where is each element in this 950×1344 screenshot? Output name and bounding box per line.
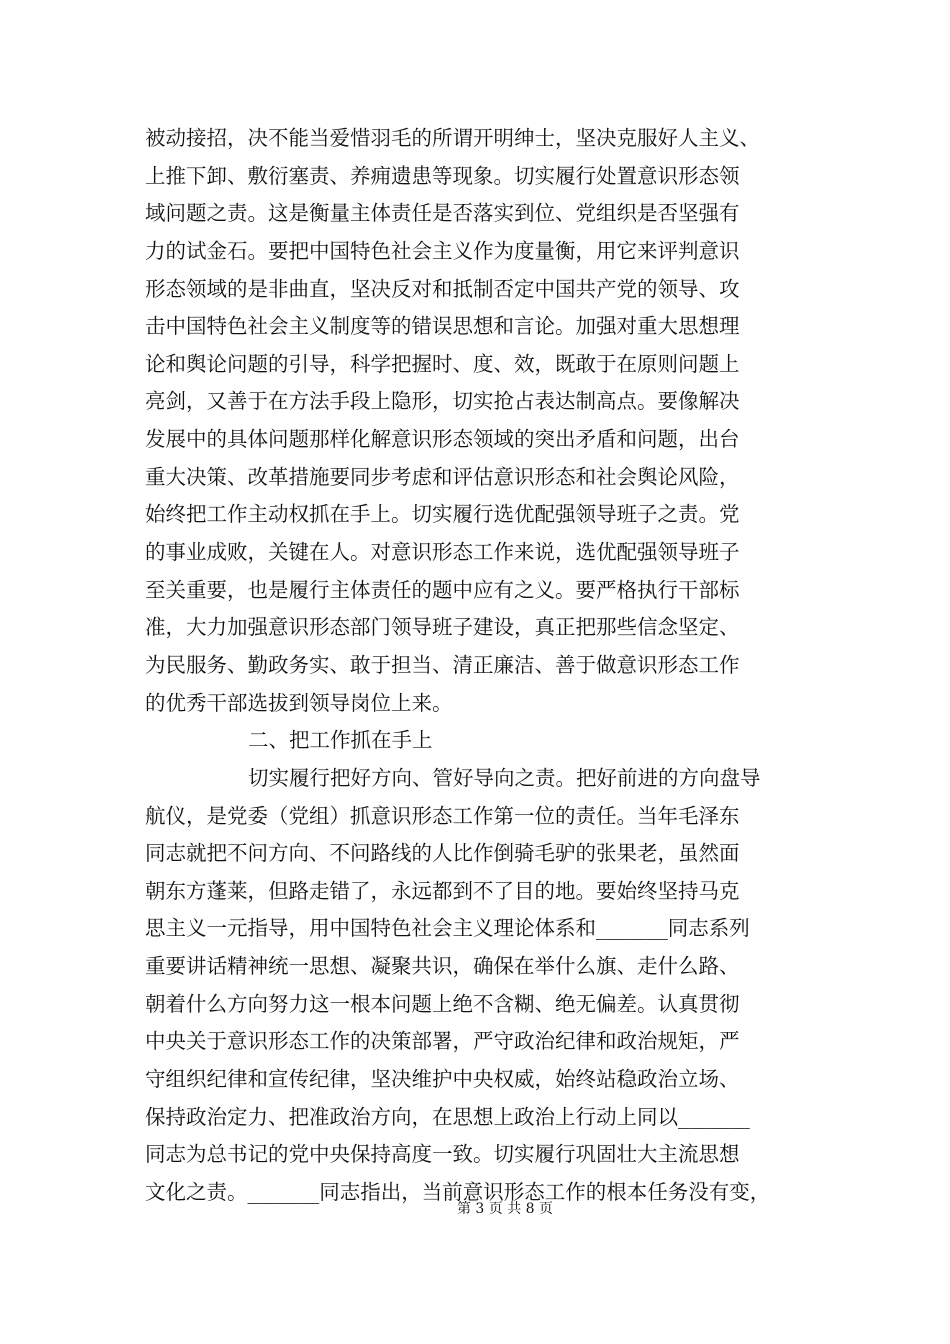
- text-line: 准，大力加强意识形态部门领导班子建设，真正把那些信念坚定、: [145, 615, 740, 640]
- text-line: 为民服务、勤政务实、敢于担当、清正廉洁、善于做意识形态工作: [145, 652, 740, 677]
- text-line: 重大决策、改革措施要同步考虑和评估意识形态和社会舆论风险，: [145, 464, 740, 489]
- text-line: 同志就把不问方向、不问路线的人比作倒骑毛驴的张果老，虽然面: [145, 841, 740, 866]
- text-line: 朝着什么方向努力这一根本问题上绝不含糊、绝无偏差。认真贯彻: [145, 991, 740, 1016]
- text-line: 上推下卸、敷衍塞责、养痈遗患等现象。切实履行处置意识形态领: [145, 163, 740, 188]
- text-line: 的优秀干部选拔到领导岗位上来。: [145, 690, 453, 715]
- text-line: 航仪，是党委（党组）抓意识形态工作第一位的责任。当年毛泽东: [145, 803, 740, 828]
- body-text: [145, 120, 825, 1212]
- text-line: 重要讲话精神统一思想、凝聚共识，确保在举什么旗、走什么路、: [145, 954, 740, 979]
- text-line: 论和舆论问题的引导，科学把握时、度、效，既敢于在原则问题上: [145, 351, 740, 376]
- text-line: 切实履行把好方向、管好导向之责。把好前进的方向盘导: [248, 765, 761, 790]
- text-line: 至关重要，也是履行主体责任的题中应有之义。要严格执行干部标: [145, 577, 740, 602]
- text-line: 击中国特色社会主义制度等的错误思想和言论。加强对重大思想理: [145, 314, 740, 339]
- text-line: 被动接招，决不能当爱惜羽毛的所谓开明绅士，坚决克服好人主义、: [145, 126, 760, 150]
- text-line: 发展中的具体问题那样化解意识形态领域的突出矛盾和问题，出台: [145, 427, 740, 452]
- section-heading: 二、把工作抓在手上: [248, 728, 433, 753]
- text-line: 文化之责。_______同志指出，当前意识形态工作的根本任务没有变，: [145, 1179, 771, 1204]
- text-line: 力的试金石。要把中国特色社会主义作为度量衡，用它来评判意识: [145, 238, 740, 263]
- text-line: 中央关于意识形态工作的决策部署，严守政治纪律和政治规矩，严: [145, 1029, 740, 1054]
- text-line: 守组织纪律和宣传纪律，坚决维护中央权威，始终站稳政治立场、: [145, 1067, 740, 1092]
- text-line: 形态领域的是非曲直，坚决反对和抵制否定中国共产党的领导、攻: [145, 276, 740, 301]
- text-line: 同志为总书记的党中央保持高度一致。切实履行巩固壮大主流思想: [145, 1142, 740, 1167]
- text-line: 的事业成败，关键在人。对意识形态工作来说，选优配强领导班子: [145, 540, 740, 565]
- text-line: 域问题之责。这是衡量主体责任是否落实到位、党组织是否坚强有: [145, 201, 740, 226]
- text-line: 保持政治定力、把准政治方向，在思想上政治上行动上同以_______: [145, 1104, 750, 1129]
- text-line: 朝东方蓬莱，但路走错了，永远都到不了目的地。要始终坚持马克: [145, 878, 740, 903]
- text-line: 始终把工作主动权抓在手上。切实履行选优配强领导班子之责。党: [145, 502, 740, 527]
- text-line: 思主义一元指导，用中国特色社会主义理论体系和_______同志系列: [145, 916, 750, 941]
- page-number-footer: 第 3 页 共 8 页: [456, 1201, 554, 1217]
- text-line: 亮剑，又善于在方法手段上隐形，切实抢占表达制高点。要像解决: [145, 389, 740, 414]
